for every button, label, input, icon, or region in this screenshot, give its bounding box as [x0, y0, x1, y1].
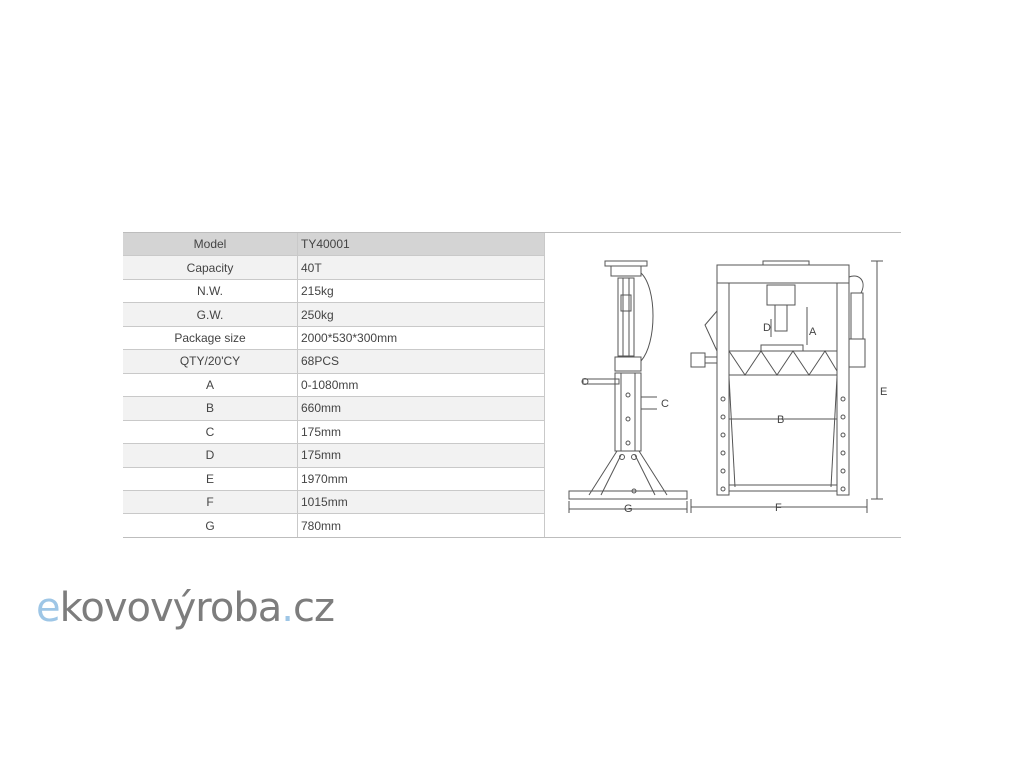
- table-row: [123, 490, 545, 513]
- spec-label: Capacity: [123, 256, 298, 279]
- spec-value: 40T: [298, 256, 545, 279]
- side-pump: [615, 357, 641, 371]
- spec-value: 780mm: [298, 514, 545, 537]
- table-row: [123, 326, 545, 349]
- front-ram-rod: [775, 305, 787, 331]
- front-truss: [729, 351, 837, 375]
- table-row: [123, 279, 545, 302]
- spec-label: D: [123, 444, 298, 467]
- dim-label-e: E: [880, 386, 888, 398]
- dim-label-b: B: [777, 414, 785, 426]
- spec-label: C: [123, 420, 298, 443]
- side-hose: [641, 273, 653, 361]
- front-ram: [767, 285, 795, 305]
- spec-value: 175mm: [298, 420, 545, 443]
- spec-label: G: [123, 514, 298, 537]
- dim-label-g: G: [624, 503, 633, 515]
- spec-label: QTY/20'CY: [123, 350, 298, 373]
- front-top-header: [717, 265, 849, 283]
- spec-table: [123, 233, 545, 537]
- table-row: [123, 467, 545, 490]
- dim-label-c: C: [661, 398, 669, 410]
- front-brace: [729, 377, 735, 487]
- logo-main: kovovýroba: [59, 585, 282, 631]
- front-left-column: [717, 283, 729, 495]
- front-bolster: [729, 351, 837, 375]
- front-pump-body: [849, 339, 865, 367]
- side-cylinder: [618, 278, 634, 356]
- front-column-holes: [721, 397, 845, 491]
- table-row: [123, 373, 545, 396]
- press-drawing-svg: [545, 233, 901, 537]
- side-top-block: [611, 266, 641, 276]
- logo-e: e: [36, 585, 60, 631]
- front-brace: [831, 377, 837, 487]
- table-row: [123, 350, 545, 373]
- front-left-brace: [705, 311, 717, 351]
- table-row: [123, 303, 545, 326]
- front-view: [691, 261, 883, 513]
- spec-value: 68PCS: [298, 350, 545, 373]
- spec-value: TY40001: [298, 233, 545, 256]
- table-row: [123, 514, 545, 537]
- table-row: [123, 397, 545, 420]
- spec-value: 1970mm: [298, 467, 545, 490]
- spec-label: B: [123, 397, 298, 420]
- spec-value: 2000*530*300mm: [298, 326, 545, 349]
- spec-label: Package size: [123, 326, 298, 349]
- front-right-column: [837, 283, 849, 495]
- logo-tld: cz: [292, 585, 334, 631]
- front-gauge-link: [705, 357, 717, 363]
- front-hose: [849, 276, 863, 293]
- table-row: [123, 233, 545, 256]
- side-legs-inner: [601, 455, 655, 495]
- front-plate: [761, 345, 803, 351]
- front-pump-cylinder: [851, 293, 863, 339]
- ekovovyroba-logo: [36, 585, 334, 631]
- spec-label: F: [123, 490, 298, 513]
- spec-value: 660mm: [298, 397, 545, 420]
- spec-value: 0-1080mm: [298, 373, 545, 396]
- press-technical-drawing: [545, 233, 901, 537]
- dim-label-a: A: [809, 326, 817, 338]
- spec-block: [123, 232, 901, 538]
- spec-label: E: [123, 467, 298, 490]
- spec-value: 215kg: [298, 279, 545, 302]
- side-hole: [626, 441, 630, 445]
- side-hole: [626, 393, 630, 397]
- front-base-bar: [729, 485, 837, 491]
- side-top-plate: [605, 261, 647, 266]
- side-legs: [589, 451, 667, 495]
- spec-label: N.W.: [123, 279, 298, 302]
- spec-label: Model: [123, 233, 298, 256]
- logo-dot: .: [281, 585, 293, 631]
- side-base: [569, 491, 687, 499]
- spec-value: 175mm: [298, 444, 545, 467]
- spec-value: 1015mm: [298, 490, 545, 513]
- side-view: [569, 261, 687, 513]
- spec-label: G.W.: [123, 303, 298, 326]
- side-column: [615, 373, 641, 451]
- table-row: [123, 256, 545, 279]
- spec-label: A: [123, 373, 298, 396]
- table-row: [123, 444, 545, 467]
- dim-label-f: F: [775, 502, 782, 514]
- front-gauge-box: [691, 353, 705, 367]
- side-hole: [626, 417, 630, 421]
- dim-label-d: D: [763, 322, 771, 334]
- front-top-cap: [763, 261, 809, 265]
- spec-value: 250kg: [298, 303, 545, 326]
- table-row: [123, 420, 545, 443]
